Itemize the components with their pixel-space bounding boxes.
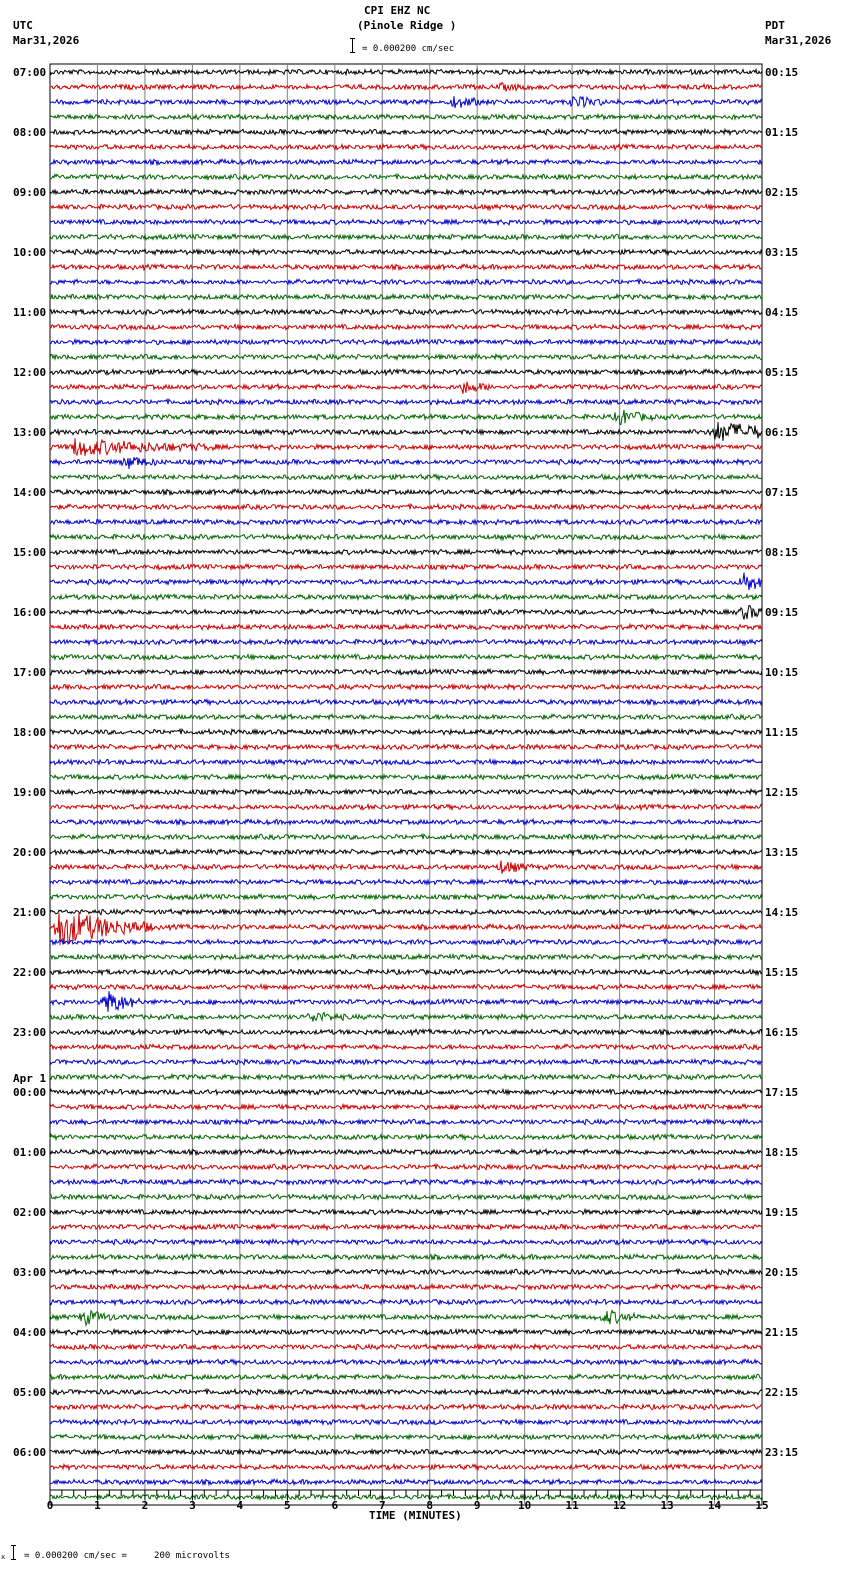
footer-prefix: x <box>1 1553 6 1561</box>
pdt-hour-label: 02:15 <box>765 186 799 199</box>
trace-line <box>50 129 762 134</box>
trace-line <box>50 1209 762 1214</box>
trace-line <box>50 849 762 854</box>
trace-line <box>50 1224 762 1229</box>
utc-hour-label: 23:00 <box>13 1026 47 1039</box>
trace-line <box>50 594 762 600</box>
trace-line <box>50 729 762 734</box>
trace-line <box>50 249 762 254</box>
right-date: Mar31,2026 <box>765 34 832 47</box>
trace-line <box>50 1389 762 1394</box>
trace-line <box>50 1059 762 1064</box>
x-axis-label: TIME (MINUTES) <box>369 1509 462 1522</box>
station-location: (Pinole Ridge ) <box>357 19 457 32</box>
trace-line <box>50 189 762 194</box>
pdt-hour-label: 19:15 <box>765 1206 799 1219</box>
x-tick-label: 6 <box>331 1499 339 1512</box>
pdt-hour-label: 03:15 <box>765 246 799 259</box>
pdt-hour-label: 07:15 <box>765 486 799 499</box>
trace-line <box>50 774 762 780</box>
pdt-hour-label: 10:15 <box>765 666 799 679</box>
trace-line <box>50 1029 762 1035</box>
station-title: CPI EHZ NC <box>364 4 431 17</box>
pdt-hour-label: 00:15 <box>765 66 799 79</box>
pdt-hour-label: 08:15 <box>765 546 799 559</box>
trace-line <box>50 1311 762 1326</box>
right-timezone: PDT <box>765 19 785 32</box>
trace-line <box>50 382 762 394</box>
x-tick-label: 5 <box>284 1499 291 1512</box>
trace-line <box>50 789 762 794</box>
pdt-hour-label: 09:15 <box>765 606 799 619</box>
trace-line <box>50 639 762 644</box>
x-tick-label: 3 <box>189 1499 196 1512</box>
utc-hour-label: 17:00 <box>13 666 47 679</box>
trace-line <box>50 1479 762 1484</box>
utc-hour-label: 21:00 <box>13 906 47 919</box>
trace-line <box>50 114 762 119</box>
trace-line <box>50 714 762 719</box>
trace-line <box>50 1464 762 1469</box>
trace-line <box>50 1194 762 1199</box>
trace-line <box>50 504 762 510</box>
trace-line <box>50 69 762 74</box>
pdt-hour-label: 15:15 <box>765 966 799 979</box>
pdt-hour-label: 23:15 <box>765 1446 799 1459</box>
pdt-hour-label: 06:15 <box>765 426 799 439</box>
utc-hour-label: 11:00 <box>13 306 47 319</box>
trace-line <box>50 438 762 456</box>
trace-line <box>50 369 762 375</box>
x-tick-label: 0 <box>46 1499 54 1512</box>
trace-line <box>50 219 762 224</box>
utc-hour-label: 02:00 <box>13 1206 47 1219</box>
trace-line <box>50 991 762 1012</box>
trace-line <box>50 1420 762 1425</box>
x-tick-label: 10 <box>518 1499 532 1512</box>
trace-line <box>50 1149 762 1154</box>
trace-line <box>50 654 762 659</box>
trace-line <box>50 1239 762 1244</box>
trace-line <box>50 1329 762 1335</box>
pdt-hour-label: 14:15 <box>765 906 799 919</box>
trace-line <box>50 894 762 899</box>
left-timezone: UTC <box>13 19 33 32</box>
trace-line <box>50 1449 762 1454</box>
trace-line <box>50 564 762 569</box>
trace-line <box>50 913 762 945</box>
trace-line <box>50 1104 762 1110</box>
pdt-hour-label: 04:15 <box>765 306 799 319</box>
trace-line <box>50 519 762 524</box>
utc-hour-label: 19:00 <box>13 786 47 799</box>
utc-hour-label: 07:00 <box>13 66 47 79</box>
trace-line <box>50 399 762 404</box>
utc-hour-label: 13:00 <box>13 426 47 439</box>
utc-hour-label: 15:00 <box>13 546 47 559</box>
utc-hour-label: 18:00 <box>13 726 47 739</box>
x-tick-label: 9 <box>473 1499 481 1512</box>
pdt-hour-label: 18:15 <box>765 1146 799 1159</box>
x-tick-label: 2 <box>141 1499 149 1512</box>
trace-line <box>50 861 762 874</box>
trace-line <box>50 339 762 344</box>
trace-line <box>50 1404 762 1409</box>
trace-line <box>50 939 762 945</box>
x-tick-label: 8 <box>426 1499 434 1512</box>
utc-hour-label: 14:00 <box>13 486 47 499</box>
trace-line <box>50 819 762 824</box>
footer-scale-bar-icon <box>11 1545 16 1560</box>
trace-line <box>50 879 762 884</box>
trace-line <box>50 1179 762 1184</box>
pdt-hour-label: 20:15 <box>765 1266 799 1279</box>
pdt-hour-label: 22:15 <box>765 1386 799 1399</box>
trace-line <box>50 573 762 590</box>
trace-line <box>50 294 762 299</box>
trace-line <box>50 534 762 539</box>
trace-line <box>50 96 762 108</box>
utc-hour-label: 08:00 <box>13 126 47 139</box>
trace-line <box>50 744 762 749</box>
trace-line <box>50 699 762 705</box>
x-tick-label: 14 <box>707 1499 722 1512</box>
x-tick-label: 1 <box>94 1499 101 1512</box>
trace-line <box>50 954 762 959</box>
utc-hour-label: 00:00 <box>13 1086 47 1099</box>
pdt-hour-label: 12:15 <box>765 786 799 799</box>
trace-line <box>50 83 762 92</box>
utc-hour-label: 03:00 <box>13 1266 47 1279</box>
utc-hour-label: 22:00 <box>13 966 47 979</box>
utc-hour-label: 10:00 <box>13 246 47 259</box>
trace-line <box>50 984 762 989</box>
x-tick-label: 12 <box>612 1499 627 1512</box>
trace-line <box>50 1299 762 1304</box>
trace-line <box>50 474 762 479</box>
trace-line <box>50 759 762 764</box>
utc-hour-label: 09:00 <box>13 186 47 199</box>
trace-line <box>50 324 762 329</box>
trace-line <box>50 669 762 675</box>
trace-line <box>50 909 762 914</box>
trace-line <box>50 549 762 554</box>
utc-hour-label: 04:00 <box>13 1326 47 1339</box>
trace-line <box>50 606 762 620</box>
trace-line <box>50 1434 762 1440</box>
x-tick-label: 7 <box>378 1499 386 1512</box>
utc-hour-label: 05:00 <box>13 1386 47 1399</box>
pdt-hour-label: 16:15 <box>765 1026 799 1039</box>
trace-line <box>50 264 762 270</box>
trace-line <box>50 144 762 149</box>
trace-line <box>50 624 762 629</box>
utc-hour-label: 01:00 <box>13 1146 47 1159</box>
x-tick-label: 15 <box>755 1499 769 1512</box>
trace-line <box>50 1164 762 1170</box>
scale-label: = 0.000200 cm/sec <box>362 44 455 54</box>
utc-hour-label: 20:00 <box>13 846 47 859</box>
pdt-hour-label: 13:15 <box>765 846 799 859</box>
trace-line <box>50 1374 762 1379</box>
trace-line <box>50 1344 762 1349</box>
trace-line <box>50 174 762 180</box>
utc-hour-label: 12:00 <box>13 366 47 379</box>
trace-line <box>50 234 762 239</box>
utc-hour-label: 16:00 <box>13 606 47 619</box>
trace-line <box>50 279 762 285</box>
x-tick-label: 13 <box>660 1499 674 1512</box>
trace-line <box>50 354 762 359</box>
pdt-hour-label: 05:15 <box>765 366 799 379</box>
trace-line <box>50 1269 762 1275</box>
trace-line <box>50 422 762 441</box>
pdt-hour-label: 17:15 <box>765 1086 799 1099</box>
trace-line <box>50 1013 762 1022</box>
x-tick-label: 11 <box>565 1499 579 1512</box>
left-date: Mar31,2026 <box>13 34 80 47</box>
date-change-label: Apr 1 <box>13 1072 47 1085</box>
utc-hour-label: 06:00 <box>13 1446 47 1459</box>
trace-line <box>50 1044 762 1049</box>
pdt-hour-label: 01:15 <box>765 126 799 139</box>
trace-line <box>50 1090 762 1095</box>
trace-line <box>50 457 762 469</box>
trace-line <box>50 1359 762 1365</box>
trace-line <box>50 1119 762 1124</box>
trace-line <box>50 1074 762 1079</box>
trace-line <box>50 410 762 425</box>
x-tick-label: 4 <box>236 1499 244 1512</box>
trace-line <box>50 1134 762 1139</box>
trace-line <box>50 159 762 164</box>
trace-line <box>50 804 762 809</box>
trace-line <box>50 489 762 494</box>
trace-line <box>50 684 762 689</box>
pdt-hour-label: 11:15 <box>765 726 799 739</box>
trace-line <box>50 204 762 209</box>
trace-line <box>50 834 762 840</box>
trace-line <box>50 1254 762 1260</box>
trace-line <box>50 1284 762 1289</box>
footer-scale-text: = 0.000200 cm/sec = 200 microvolts <box>24 1551 230 1561</box>
trace-line <box>50 309 762 314</box>
pdt-hour-label: 21:15 <box>765 1326 799 1339</box>
trace-line <box>50 969 762 974</box>
